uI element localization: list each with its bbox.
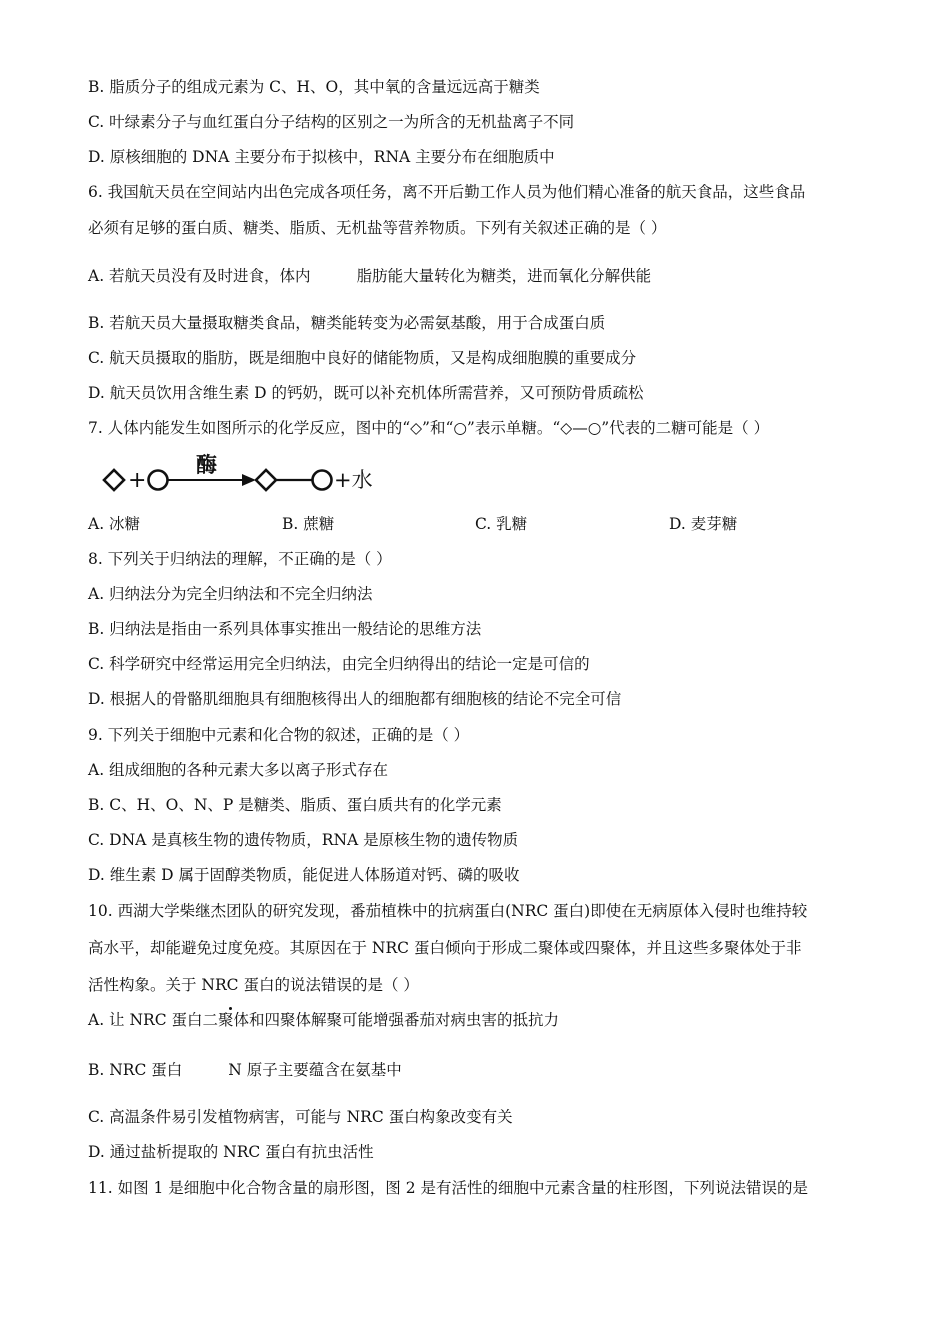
- q5-option-c: C. 叶绿素分子与血红蛋白分子结构的区别之一为所含的无机盐离子不同: [88, 113, 575, 131]
- q6-option-b: B. 若航天员大量摄取糖类食品，糖类能转变为必需氨基酸，用于合成蛋白质: [88, 314, 606, 332]
- q7-option-c: C. 乳糖: [475, 515, 528, 533]
- q10-option-b: [88, 1059, 402, 1081]
- q9-option-b: B. C、H、O、N、P 是糖类、脂质、蛋白质共有的化学元素: [88, 796, 502, 814]
- q7-stem: 7. 人体内能发生如图所示的化学反应，图中的“◇”和“○”表示单糖。“◇—○”代表的二糖可能是（ ）: [88, 419, 770, 437]
- q9-option-a: A. 组成细胞的各种元素大多以离子形式存在: [88, 761, 389, 779]
- q10-option-b-part1: B. NRC 蛋白: [88, 1061, 183, 1079]
- q8-option-d: D. 根据人的骨骼肌细胞具有细胞核得出人的细胞都有细胞核的结论不完全可信: [88, 690, 622, 708]
- q6-stem-line2: 必须有足够的蛋白质、糖类、脂质、无机盐等营养物质。下列有关叙述正确的是（ ）: [88, 219, 667, 237]
- q6-option-c: C. 航天员摄取的脂肪，既是细胞中良好的储能物质，又是构成细胞膜的重要成分: [88, 349, 637, 367]
- q9-option-d: D. 维生素 D 属于固醇类物质，能促进人体肠道对钙、磷的吸收: [88, 866, 520, 884]
- q6-option-d: D. 航天员饮用含维生素 D 的钙奶，既可以补充机体所需营养，又可预防骨质疏松: [88, 384, 644, 402]
- enzyme-label: 酶: [196, 453, 217, 477]
- q7-option-b: B. 蔗糖: [282, 515, 335, 533]
- q11-stem-line1: 11. 如图 1 是细胞中化合物含量的扇形图，图 2 是有活性的细胞中元素含量的柱形图，下列说法错误的是: [88, 1179, 809, 1197]
- q10-option-a: A. 让 NRC 蛋白二聚体和四聚体解聚可能增强番茄对病虫害的抵抗力: [88, 1011, 559, 1029]
- q10-option-d: D. 通过盐析提取的 NRC 蛋白有抗虫活性: [88, 1143, 374, 1161]
- q8-option-b: B. 归纳法是指由一系列具体事实推出一般结论的思维方法: [88, 620, 482, 638]
- disaccharide-circle-icon: [313, 471, 332, 490]
- q6-option-a-part2: 脂肪能大量转化为糖类，进而氧化分解供能: [356, 267, 652, 285]
- plus-water-label: +水: [334, 468, 373, 492]
- q6-option-a-part1: A. 若航天员没有及时进食，体内: [88, 267, 311, 285]
- plus-sign-1: +: [128, 468, 147, 493]
- circle-monosaccharide-icon: [149, 471, 168, 490]
- reaction-diagram: [96, 452, 396, 500]
- q5-option-b: B. 脂质分子的组成元素为 C、H、O，其中氧的含量远远高于糖类: [88, 78, 540, 96]
- q9-option-c: C. DNA 是真核生物的遗传物质，RNA 是原核生物的遗传物质: [88, 831, 519, 849]
- q10-stem-line1: 10. 西湖大学柴继杰团队的研究发现，番茄植株中的抗病蛋白(NRC 蛋白)即使在无病原体入侵时也维持较: [88, 902, 808, 920]
- q9-stem: 9. 下列关于细胞中元素和化合物的叙述，正确的是（ ）: [88, 726, 470, 744]
- q6-option-a: [88, 265, 651, 287]
- disaccharide-diamond-icon: [256, 470, 276, 490]
- q7-option-a: A. 冰糖: [88, 515, 141, 533]
- q6-stem-line1: 6. 我国航天员在空间站内出色完成各项任务，离不开后勤工作人员为他们精心准备的航天食品，这些食品: [88, 183, 806, 201]
- q8-option-c: C. 科学研究中经常运用完全归纳法，由完全归纳得出的结论一定是可信的: [88, 655, 590, 673]
- q10-option-c: C. 高温条件易引发植物病害，可能与 NRC 蛋白构象改变有关: [88, 1108, 513, 1126]
- q5-option-d: D. 原核细胞的 DNA 主要分布于拟核中，RNA 主要分布在细胞质中: [88, 148, 555, 166]
- q7-option-d: D. 麦芽糖: [669, 515, 738, 533]
- reaction-arrow-head-icon: [242, 474, 256, 486]
- q10-stem-line3: 活性构象。关于 NRC 蛋白的说法错误的是（ ）: [88, 976, 419, 994]
- diamond-monosaccharide-icon: [104, 470, 124, 490]
- q8-option-a: A. 归纳法分为完全归纳法和不完全归纳法: [88, 585, 373, 603]
- q10-option-b-part2: N 原子主要蕴含在氨基中: [228, 1061, 402, 1079]
- q8-stem: 8. 下列关于归纳法的理解，不正确的是（ ）: [88, 550, 392, 568]
- q10-stem-line2: 高水平，却能避免过度免疫。其原因在于 NRC 蛋白倾向于形成二聚体或四聚体，并且这些多聚体处于非: [88, 939, 802, 957]
